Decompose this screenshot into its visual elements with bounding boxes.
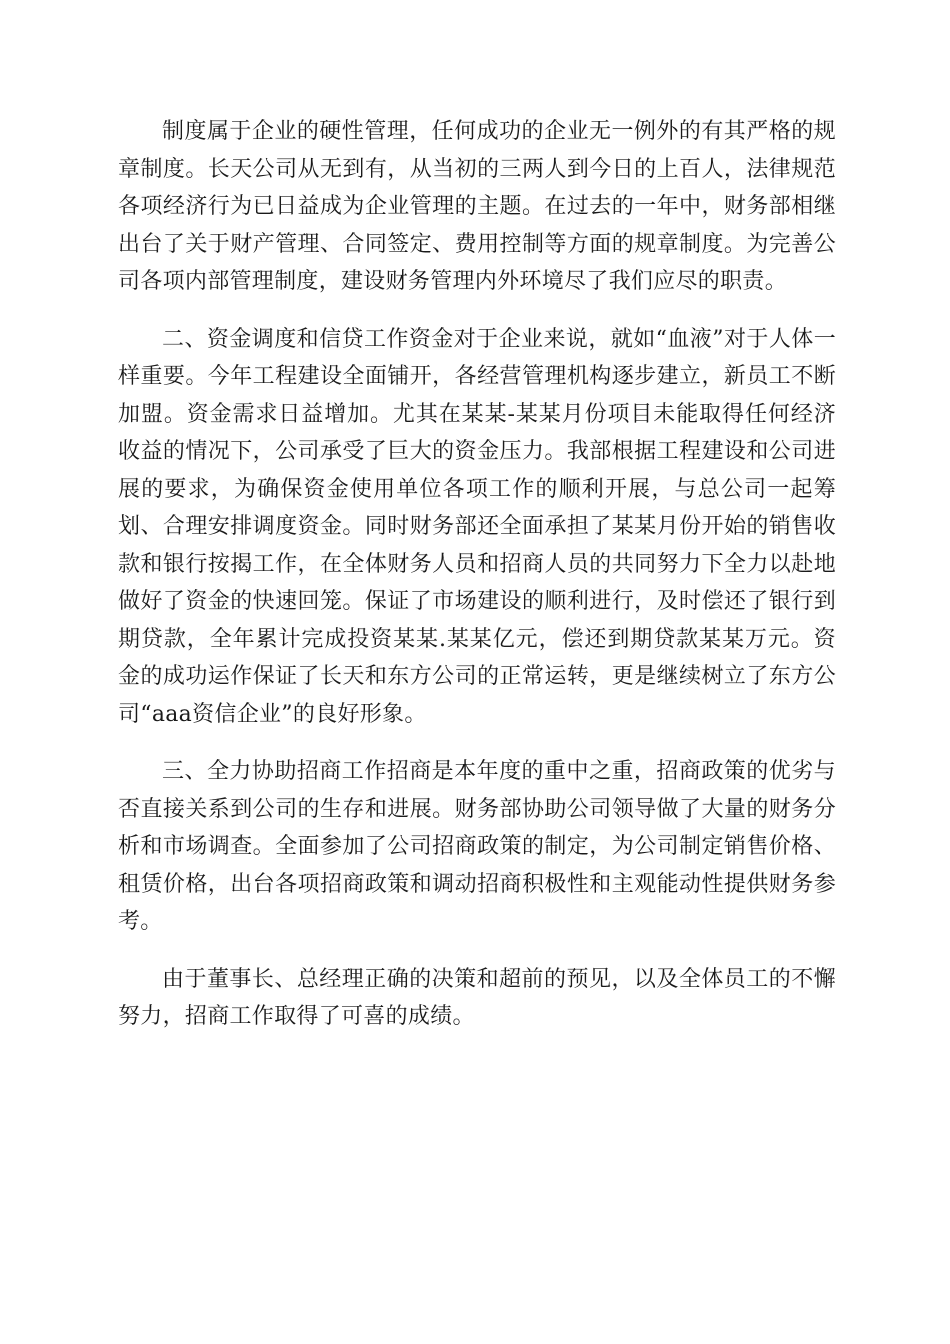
paragraph-regulations: 制度属于企业的硬性管理，任何成功的企业无一例外的有其严格的规章制度。长天公司从无到有，从当初的三两人到今日的上百人，法律规范各项经济行为已日益成为企业管理的主题。在过去的一年中，财务部相继出台了关于财产管理、合同签定、费用控制等方面的规章制度。为完善公司各项内部管理制度，建设财务管理内外环境尽了我们应尽的职责。: [118, 119, 836, 294]
paragraph-conclusion: 由于董事长、总经理正确的决策和超前的预见，以及全体员工的不懈努力，招商工作取得了可喜的成绩。: [118, 966, 836, 1029]
paragraph-fund-scheduling: 二、资金调度和信贷工作资金对于企业来说，就如“血液”对于人体一样重要。今年工程建设全面铺开，各经营管理机构逐步建立，新员工不断加盟。资金需求日益增加。尤其在某某-某某月份项目未能取得任何经济收益的情况下，公司承受了巨大的资金压力。我部根据工程建设和公司进展的要求，为确保资金使用单位各项工作的顺利开展，与总公司一起筹划、合理安排调度资金。同时财务部还全面承担了某某月份开始的销售收款和银行按揭工作，在全体财务人员和招商人员的共同努力下全力以赴地做好了资金的快速回笼。保证了市场建设的顺利进行，及时偿还了银行到期贷款，全年累计完成投资某某.某某亿元，偿还到期贷款某某万元。资金的成功运作保证了长天和东方公司的正常运转，更是继续树立了东方公司“aaa资信企业”的良好形象。: [118, 326, 836, 727]
paragraph-investment-attraction: 三、全力协助招商工作招商是本年度的重中之重，招商政策的优劣与否直接关系到公司的生存和进展。财务部协助公司领导做了大量的财务分析和市场调查。全面参加了公司招商政策的制定，为公司制定销售价格、租赁价格，出台各项招商政策和调动招商积极性和主观能动性提供财务参考。: [118, 759, 836, 934]
document-body: [118, 113, 836, 1056]
